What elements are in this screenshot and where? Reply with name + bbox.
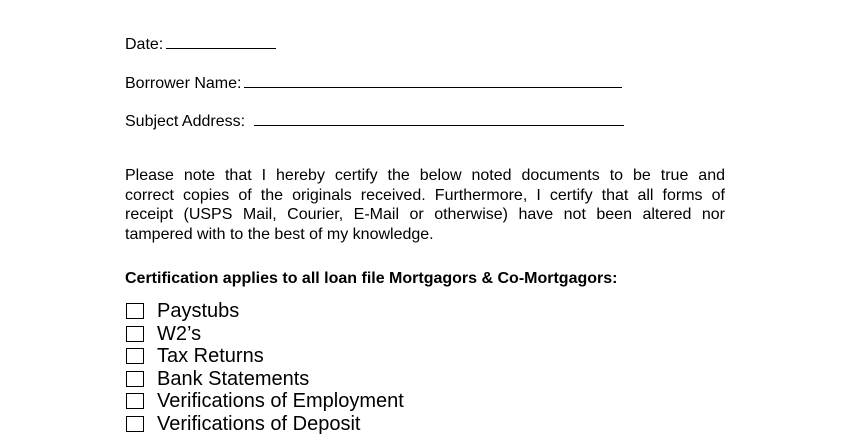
subject-address-input-line[interactable] — [254, 110, 624, 126]
document-checklist — [126, 300, 404, 435]
statement-line: receipt (USPS Mail, Courier, E-Mail or otherwise) have not been altered nor — [125, 205, 725, 225]
borrower-name-input-line[interactable] — [244, 72, 622, 88]
tax-returns-checkbox[interactable] — [126, 348, 144, 364]
statement-line: tampered with to the best of my knowledge. — [125, 225, 725, 245]
statement-line: Please note that I hereby certify the below noted documents to be true and — [125, 166, 725, 186]
checklist-item-w2s — [126, 323, 404, 346]
bank-statements-checkbox[interactable] — [126, 371, 144, 387]
date-input-line[interactable] — [166, 33, 276, 49]
borrower-name-field — [125, 72, 622, 93]
certification-statement — [125, 166, 725, 244]
subject-address-field — [125, 110, 624, 131]
paystubs-checkbox[interactable] — [126, 303, 144, 319]
statement-line: correct copies of the originals received. Furthermore, I certify that all forms of — [125, 186, 725, 206]
date-label: Date: — [125, 36, 163, 53]
paystubs-label: Paystubs — [157, 300, 239, 322]
verifications-of-deposit-label: Verifications of Deposit — [157, 413, 360, 435]
bank-statements-label: Bank Statements — [157, 368, 309, 390]
verifications-of-deposit-checkbox[interactable] — [126, 416, 144, 432]
checklist-item-verifications-of-deposit — [126, 413, 404, 435]
borrower-name-label: Borrower Name: — [125, 75, 241, 92]
certification-heading: Certification applies to all loan file Mortgagors & Co-Mortgagors: — [125, 270, 617, 288]
checklist-item-tax-returns — [126, 345, 404, 368]
tax-returns-label: Tax Returns — [157, 345, 264, 367]
w2s-label: W2’s — [157, 323, 201, 345]
verifications-of-employment-label: Verifications of Employment — [157, 390, 404, 412]
w2s-checkbox[interactable] — [126, 326, 144, 342]
date-field — [125, 33, 276, 54]
checklist-item-verifications-of-employment — [126, 390, 404, 413]
checklist-item-paystubs — [126, 300, 404, 323]
verifications-of-employment-checkbox[interactable] — [126, 393, 144, 409]
checklist-item-bank-statements — [126, 368, 404, 391]
subject-address-label: Subject Address: — [125, 113, 245, 130]
